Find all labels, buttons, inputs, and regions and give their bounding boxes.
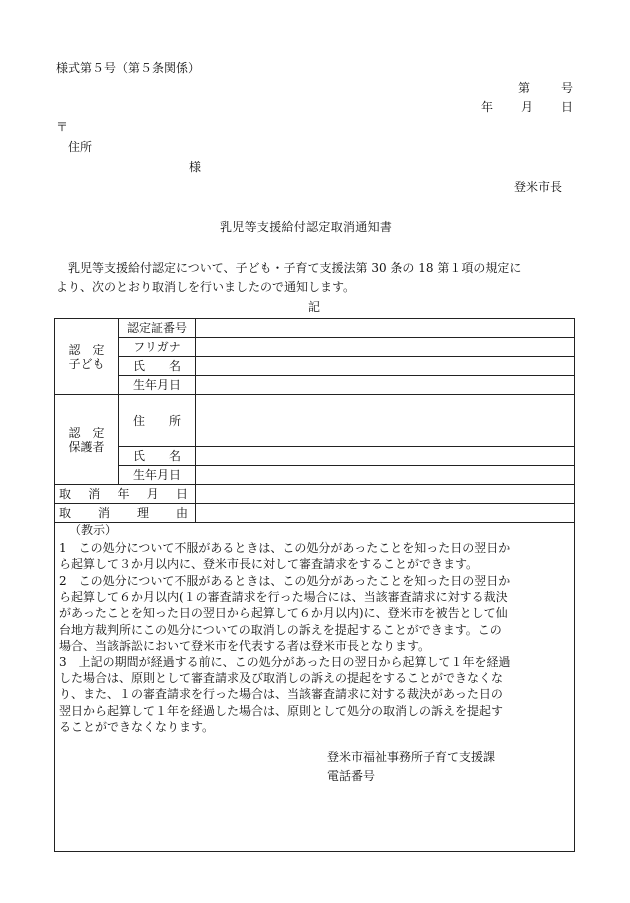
guardian-group-label: 認 定 保護者 (55, 395, 119, 485)
guardian-name-label: 氏 名 (119, 447, 196, 466)
cancel-date-value (196, 485, 575, 504)
body-line-2: より、次のとおり取消しを行いましたので通知します。 (56, 280, 356, 294)
postal-mark: 〒 (56, 120, 69, 134)
address-label: 住所 (68, 140, 93, 154)
issuer-name: 登米市長 (514, 180, 563, 194)
document-number-suffix: 号 (561, 81, 574, 95)
contact-phone: 電話番号 (327, 769, 376, 783)
child-birthdate-label: 生年月日 (119, 376, 196, 395)
date-month: 月 (521, 100, 534, 114)
contact-office: 登米市福祉事務所子育て支援課 (327, 750, 496, 764)
body-line-1: 乳児等支援給付認定について、子ども・子育て支援法第 30 条の 18 第１項の規定に (68, 261, 522, 275)
date-day: 日 (561, 100, 574, 114)
cert-number-label: 認定証番号 (119, 319, 196, 338)
date-year: 年 (481, 100, 494, 114)
child-furigana-value (196, 338, 575, 357)
cancel-reason-label: 取 消 理 由 (55, 504, 196, 523)
recipient-suffix: 様 (189, 160, 202, 174)
child-name-value (196, 357, 575, 376)
child-group-label: 認 定 子ども (55, 319, 119, 395)
ki-label: 記 (308, 300, 321, 314)
instruction-box (54, 520, 575, 852)
document-title: 乳児等支援給付認定取消通知書 (220, 220, 393, 234)
child-birthdate-value (196, 376, 575, 395)
details-table (54, 318, 575, 523)
guardian-birthdate-label: 生年月日 (119, 466, 196, 485)
instruction-item-2: 2 この処分について不服があるときは、この処分があったことを知った日の翌日か ら起算して６か月以内(１の審査請求を行った場合には、当該審査請求に対する裁決 があったことを知った日の翌日から起算して６か月以内)に、登米市を被告として仙 台地方裁判所にこの処分についての取消しの訴えを提起することができます。この 場合、当該訴訟において登米市を代表する者は登米市長となります。 (59, 574, 511, 653)
instruction-heading: （教示） (69, 523, 118, 537)
document-number-prefix: 第 (518, 81, 531, 95)
child-name-label: 氏 名 (119, 357, 196, 376)
guardian-address-value (196, 395, 575, 447)
form-number: 様式第５号（第５条関係） (56, 61, 201, 75)
child-furigana-label: フリガナ (119, 338, 196, 357)
guardian-name-value (196, 447, 575, 466)
cancel-date-label: 取 消 年 月 日 (55, 485, 196, 504)
instruction-item-3: 3 上記の期間が経過する前に、この処分があった日の翌日から起算して１年を経過 した場合は、原則として審査請求及び取消しの訴えの提起をすることができなくな り、また、１の審査請求を行った場合は、当該審査請求に対する裁決があった日の 翌日から起算して１年を経過した場合は、原則として処分の取消しの訴えを提起す ることができなくなります。 (59, 655, 511, 734)
guardian-birthdate-value (196, 466, 575, 485)
guardian-address-label: 住 所 (119, 395, 196, 447)
cert-number-value (196, 319, 575, 338)
instruction-item-1: 1 この処分について不服があるときは、この処分があったことを知った日の翌日か ら起算して３か月以内に、登米市長に対して審査請求をすることができます。 (59, 541, 511, 572)
